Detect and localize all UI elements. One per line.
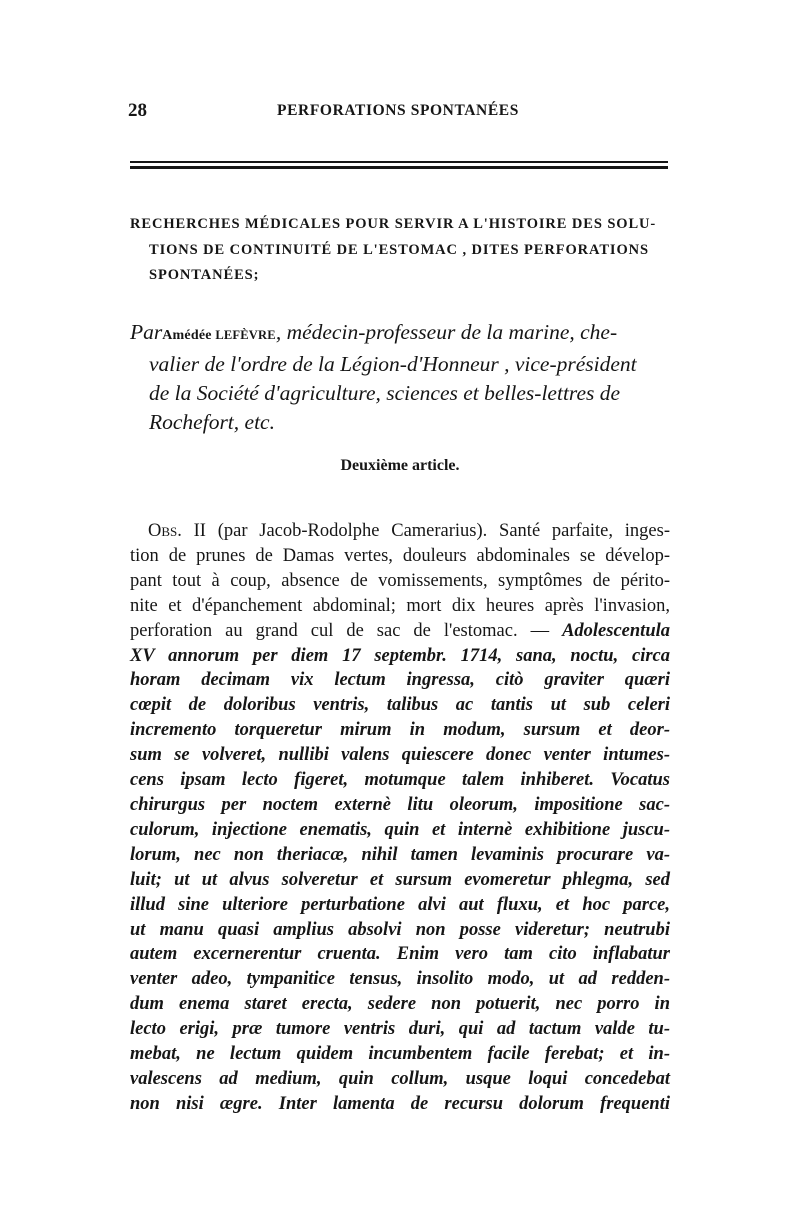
page-number: 28 <box>128 100 147 121</box>
body-line <box>130 619 670 644</box>
body-line: dum enema staret erecta, sedere non potuerit, nec porro in <box>130 994 670 1015</box>
body-line: cœpit de doloribus ventris, talibus ac tantis ut sub celeri <box>130 695 670 716</box>
title-line: TIONS DE CONTINUITÉ DE L'ESTOMAC , DITES PERFORATIONS <box>149 241 649 258</box>
body-text <box>130 519 670 1117</box>
body-line: autem excernerentur cruenta. Enim vero tam cito inflabatur <box>130 944 670 965</box>
body-line: mebat, ne lectum quidem incumbentem facile ferebat; et in- <box>130 1044 670 1065</box>
body-line: ut manu quasi amplius absolvi non posse videretur; neutrubi <box>130 919 670 940</box>
author-line: de la Société d'agriculture, sciences et belles-lettres de <box>149 381 621 405</box>
body-line: sum se volveret, nullibi valens quiescere donec venter intumes- <box>130 745 670 766</box>
body-line-italic: Adolescentula <box>562 620 670 641</box>
body-line: illud sine ulteriore perturbatione alvi aut fluxu, et hoc parce, <box>130 894 670 915</box>
author-line-rest: , médecin-professeur de la marine, che- <box>275 320 618 344</box>
header-rule-thin <box>130 161 668 163</box>
body-line: incremento torqueretur mirum in modum, sursum et deor- <box>130 720 670 741</box>
author-line <box>130 318 670 350</box>
body-line: luit; ut ut alvus solveretur et sursum evomeretur phlegma, sed <box>130 869 670 890</box>
body-line: XV annorum per diem 17 septembr. 1714, sana, noctu, circa <box>130 645 670 666</box>
running-title: PERFORATIONS SPONTANÉES <box>277 102 519 119</box>
title-line: RECHERCHES MÉDICALES POUR SERVIR A L'HISTOIRE DES SOLU- <box>130 216 657 232</box>
author-line: valier de l'ordre de la Légion-d'Honneur , vice-président <box>149 352 637 376</box>
article-title <box>130 212 670 289</box>
author-line: Rochefort, etc. <box>149 410 275 434</box>
body-line: valescens ad medium, quin collum, usque loqui concedebat <box>130 1068 670 1089</box>
header-rule-thick <box>130 166 668 169</box>
author-first-name: Amédée <box>162 328 212 343</box>
body-line: chirurgus per noctem externè litu oleorum, impositione sac- <box>130 794 670 815</box>
body-line: horam decimam vix lectum ingressa, citò graviter quæri <box>130 670 670 691</box>
author-last-name: LEFÈVRE <box>215 328 276 342</box>
author-byline <box>130 318 670 437</box>
body-line: lorum, nec non theriacæ, nihil tamen levaminis procurare va- <box>130 844 670 865</box>
body-line: culorum, injectione enematis, quin et internè exhibitione juscu- <box>130 819 670 840</box>
body-line-rest: (par Jacob-Rodolphe Camerarius). Santé parfaite, inges- <box>205 521 670 541</box>
author-name <box>162 328 276 343</box>
body-line: tion de prunes de Damas vertes, douleurs abdominales se dévelop- <box>130 545 670 566</box>
body-line: cens ipsam lecto figeret, motumque talem inhiberet. Vocatus <box>130 770 670 791</box>
observation-label: Obs. II <box>148 521 206 541</box>
section-heading: Deuxième article. <box>340 457 460 474</box>
body-line: nite et d'épanchement abdominal; mort dix heures après l'invasion, <box>130 595 670 616</box>
body-line <box>130 519 670 544</box>
body-line: pant tout à coup, absence de vomissements, symptômes de périto- <box>130 570 670 591</box>
page-header <box>128 100 668 124</box>
body-line-roman: perforation au grand cul de sac de l'estomac. — <box>130 620 563 641</box>
body-line: non nisi ægre. Inter lamenta de recursu dolorum frequenti <box>130 1093 670 1114</box>
title-line: SPONTANÉES; <box>149 267 260 283</box>
author-prefix: Par <box>130 320 163 344</box>
body-line: venter adeo, tympanitice tensus, insolito modo, ut ad redden- <box>130 969 670 990</box>
body-line: lecto erigi, præ tumore ventris duri, qui ad tactum valde tu- <box>130 1019 670 1040</box>
